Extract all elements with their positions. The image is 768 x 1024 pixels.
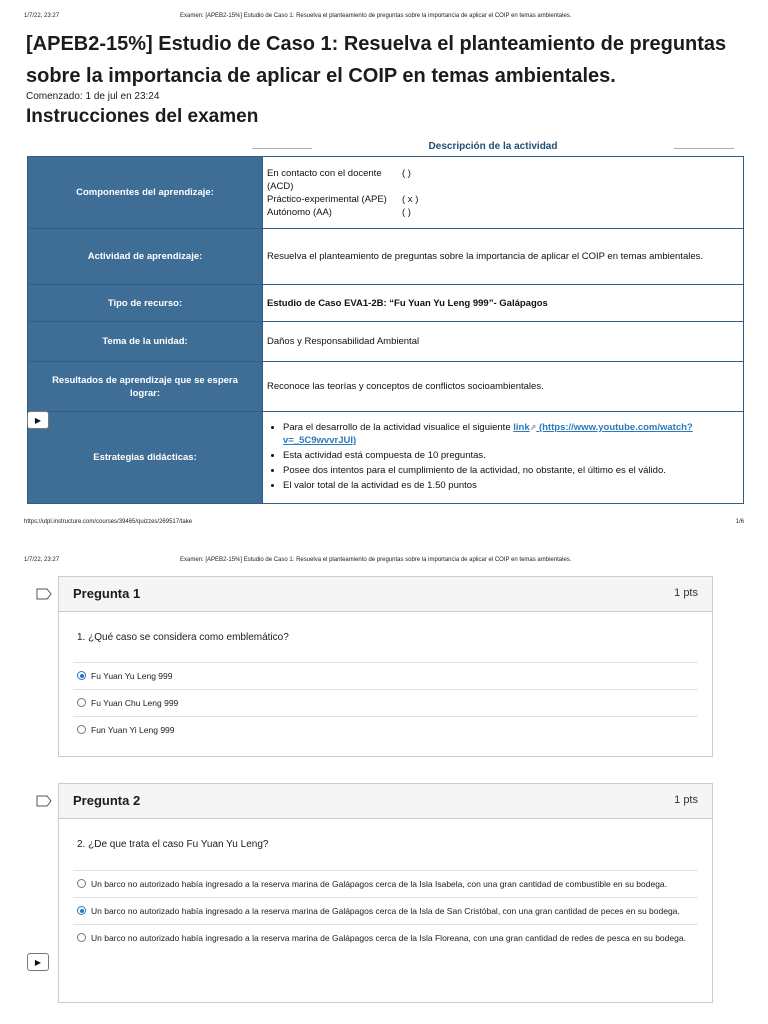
component-line: Autónomo (AA) ( ) xyxy=(267,206,411,218)
answer-options xyxy=(73,662,698,743)
question-text: 1. ¿Qué caso se considera como emblemático? xyxy=(77,632,289,643)
print-title: Examen: [APEB2-15%] Estudio de Caso 1: Resuelva el planteamiento de preguntas sobre la importancia de aplicar el COIP en temas ambientales. xyxy=(180,13,572,19)
radio-selected[interactable] xyxy=(77,906,86,915)
video-url-link[interactable]: (https://www.youtube.com/watch?v=_5C9wvvrJUI) xyxy=(283,422,693,446)
footer-url: https://utpl.instructure.com/courses/39465/quizzes/269517/take xyxy=(24,519,193,525)
question-points: 1 pts xyxy=(674,587,698,599)
question-title: Pregunta 1 xyxy=(73,586,141,601)
question-title: Pregunta 2 xyxy=(73,793,141,808)
answer-option[interactable]: Fu Yuan Chu Leng 999 xyxy=(73,689,698,716)
table-row xyxy=(28,157,744,229)
question-header xyxy=(59,577,712,612)
table-row xyxy=(28,412,744,504)
question-card xyxy=(58,576,713,757)
activity-value: Resuelva el planteamiento de preguntas sobre la importancia de aplicar el COIP en temas ambientales. xyxy=(263,229,744,285)
strategies-label: Estrategias didácticas: xyxy=(28,412,263,504)
component-line: Práctico-experimental (APE) ( x ) xyxy=(267,193,419,205)
list-item: • Para el desarrollo de la actividad visualice el siguiente link⇗ (https://www.youtube.com/watch?v=_5C9wvvrJUI) xyxy=(283,421,739,447)
table-title: Descripción de la actividad xyxy=(242,141,744,152)
print-date: 1/7/22, 23:27 xyxy=(24,13,60,19)
radio-unselected[interactable] xyxy=(77,725,86,734)
results-label: Resultados de aprendizaje que se espera lograr: xyxy=(28,362,263,412)
question-points: 1 pts xyxy=(674,794,698,806)
radio-unselected[interactable] xyxy=(77,698,86,707)
radio-selected[interactable] xyxy=(77,671,86,680)
table-row xyxy=(28,229,744,285)
answer-options xyxy=(73,870,698,951)
instructions-title: Instrucciones del examen xyxy=(26,106,259,127)
results-value: Reconoce las teorías y conceptos de conflictos socioambientales. xyxy=(263,362,744,412)
table-row xyxy=(28,362,744,412)
external-link-icon: ⇗ xyxy=(529,423,537,432)
table-row xyxy=(28,285,744,322)
page-title: [APEB2-15%] Estudio de Caso 1: Resuelva el planteamiento de preguntas sobre la importancia de aplicar el COIP en temas ambientales. xyxy=(26,33,727,87)
flag-icon[interactable] xyxy=(36,795,52,807)
question-text: 2. ¿De que trata el caso Fu Yuan Yu Leng? xyxy=(77,839,269,850)
started-time: Comenzado: 1 de jul en 23:24 xyxy=(26,91,160,102)
theme-label: Tema de la unidad: xyxy=(28,322,263,362)
footer-page-number: 1/6 xyxy=(735,519,744,525)
video-link[interactable]: link xyxy=(513,422,530,433)
table-row xyxy=(28,322,744,362)
radio-unselected[interactable] xyxy=(77,879,86,888)
print-title: Examen: [APEB2-15%] Estudio de Caso 1: Resuelva el planteamiento de preguntas sobre la importancia de aplicar el COIP en temas ambientales. xyxy=(180,557,572,563)
answer-option[interactable]: Un barco no autorizado había ingresado a la reserva marina de Galápagos cerca de la Isla de San Cristóbal, con una gran cantidad de peces en su bodega. xyxy=(73,897,698,924)
flag-icon[interactable] xyxy=(36,588,52,600)
activity-description-table xyxy=(27,156,744,504)
resource-label: Tipo de recurso: xyxy=(28,285,263,322)
list-item: • Esta actividad está compuesta de 10 preguntas. xyxy=(283,449,739,462)
list-item: • Posee dos intentos para el cumplimiento de la actividad, no obstante, el último es el válido. xyxy=(283,464,739,477)
theme-value: Daños y Responsabilidad Ambiental xyxy=(263,322,744,362)
print-footer xyxy=(24,519,744,525)
answer-option[interactable]: Un barco no autorizado había ingresado a la reserva marina de Galápagos cerca de la Isla Floreana, con una gran cantidad de redes de pesca en su bodega. xyxy=(73,924,698,951)
strategies-list xyxy=(267,421,739,492)
question-card xyxy=(58,783,713,1003)
answer-option[interactable]: Un barco no autorizado había ingresado a la reserva marina de Galápagos cerca de la Isla Isabela, con una gran cantidad de combustible en su bodega. xyxy=(73,870,698,897)
play-icon[interactable]: ▶ xyxy=(27,411,49,429)
component-line: En contacto con el docente (ACD) ( ) xyxy=(267,167,411,192)
list-item: • El valor total de la actividad es de 1.50 puntos xyxy=(283,479,739,492)
activity-label: Actividad de aprendizaje: xyxy=(28,229,263,285)
resource-value: Estudio de Caso EVA1-2B: “Fu Yuan Yu Leng 999”- Galápagos xyxy=(263,285,744,322)
components-label: Componentes del aprendizaje: xyxy=(28,157,263,229)
answer-option[interactable]: Fun Yuan Yi Leng 999 xyxy=(73,716,698,743)
radio-unselected[interactable] xyxy=(77,933,86,942)
components-value xyxy=(263,157,744,229)
answer-option[interactable]: Fu Yuan Yu Leng 999 xyxy=(73,662,698,689)
play-icon[interactable]: ▶ xyxy=(27,953,49,971)
question-header xyxy=(59,784,712,819)
print-date: 1/7/22, 23:27 xyxy=(24,557,60,563)
strategies-value xyxy=(263,412,744,504)
